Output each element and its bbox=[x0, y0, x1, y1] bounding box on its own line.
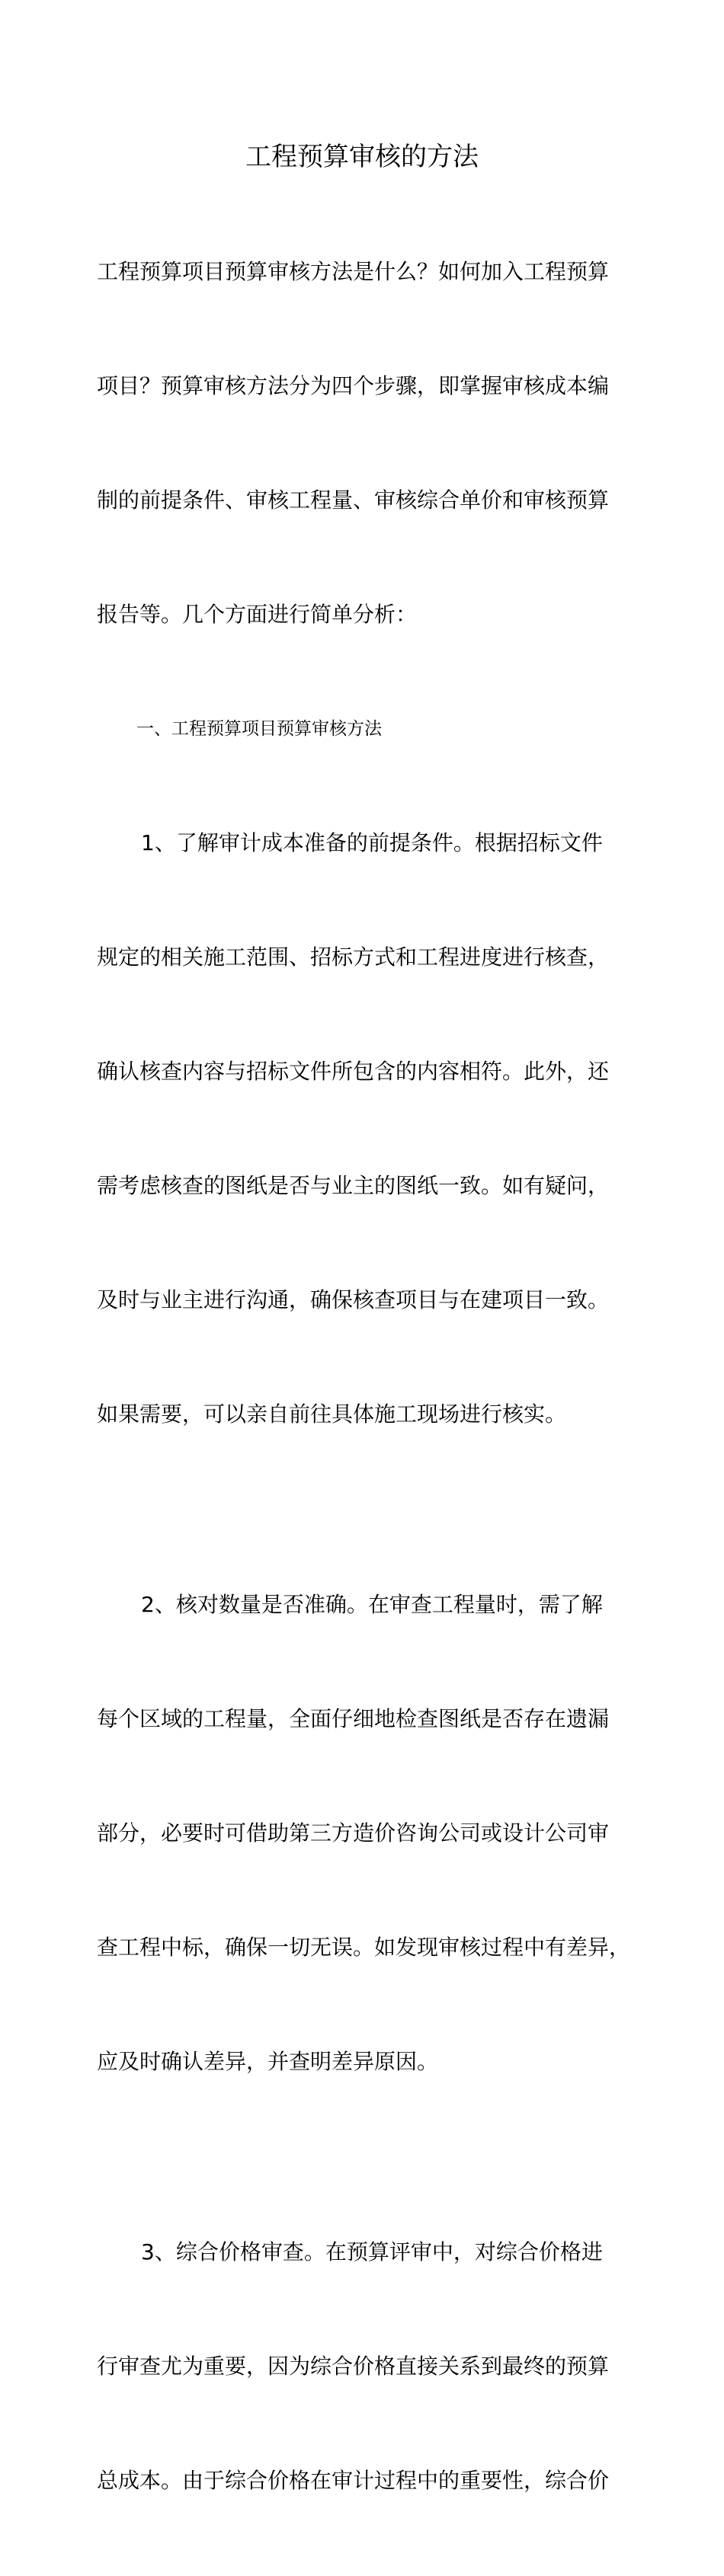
step2-line: 每个区域的工程量，全面仔细地检查图纸是否存在遗漏 bbox=[97, 1706, 610, 1731]
step3-line bbox=[97, 2233, 661, 2271]
step1-paragraph bbox=[97, 748, 661, 1510]
step3-paragraph bbox=[97, 2157, 661, 2576]
intro-line: 项目？预算审核方法分为四个步骤，即掌握审核成本编 bbox=[97, 373, 610, 398]
step1-line-text: 1、了解审计成本准备的前提条件。根据招标文件 bbox=[141, 830, 603, 855]
document-title: 工程预算审核的方法 bbox=[245, 142, 479, 172]
step2-line: 应及时确认差异，并查明差异原因。 bbox=[97, 2049, 439, 2074]
step2-line-text: 2、核对数量是否准确。在审查工程量时，需了解 bbox=[141, 1592, 603, 1617]
step2-line: 部分，必要时可借助第三方造价咨询公司或设计公司审 bbox=[97, 1820, 610, 1846]
step1-line: 需考虑核查的图纸是否与业主的图纸一致。如有疑问， bbox=[97, 1173, 610, 1198]
step1-line: 如果需要，可以亲自前往具体施工现场进行核实。 bbox=[97, 1401, 567, 1427]
intro-line: 制的前提条件、审核工程量、审核综合单价和审核预算 bbox=[97, 487, 610, 513]
intro-line: 报告等。几个方面进行简单分析： bbox=[97, 602, 418, 627]
section-heading: 一、工程预算项目预算审核方法 bbox=[136, 719, 382, 739]
step1-line: 规定的相关施工范围、招标方式和工程进度进行核查， bbox=[97, 944, 610, 970]
step3-line: 总成本。由于综合价格在审计过程中的重要性，综合价 bbox=[97, 2468, 610, 2493]
step3-line: 行审查尤为重要，因为综合价格直接关系到最终的预算 bbox=[97, 2354, 610, 2379]
step1-line bbox=[97, 824, 661, 862]
step2-paragraph bbox=[97, 1510, 661, 2157]
step1-line: 确认核查内容与招标文件所包含的内容相符。此外，还 bbox=[97, 1059, 610, 1084]
intro-line: 工程预算项目预算审核方法是什么？如何加入工程预算 bbox=[97, 259, 610, 284]
step2-line: 查工程中标，确保一切无误。如发现审核过程中有差异， bbox=[97, 1935, 631, 1960]
step1-line: 及时与业主进行沟通，确保核查项目与在建项目一致。 bbox=[97, 1287, 610, 1312]
document-body bbox=[97, 177, 661, 2576]
step2-line bbox=[97, 1586, 661, 1624]
intro-paragraph bbox=[97, 177, 661, 710]
step3-line-text: 3、综合价格审查。在预算评审中，对综合价格进 bbox=[141, 2239, 603, 2264]
